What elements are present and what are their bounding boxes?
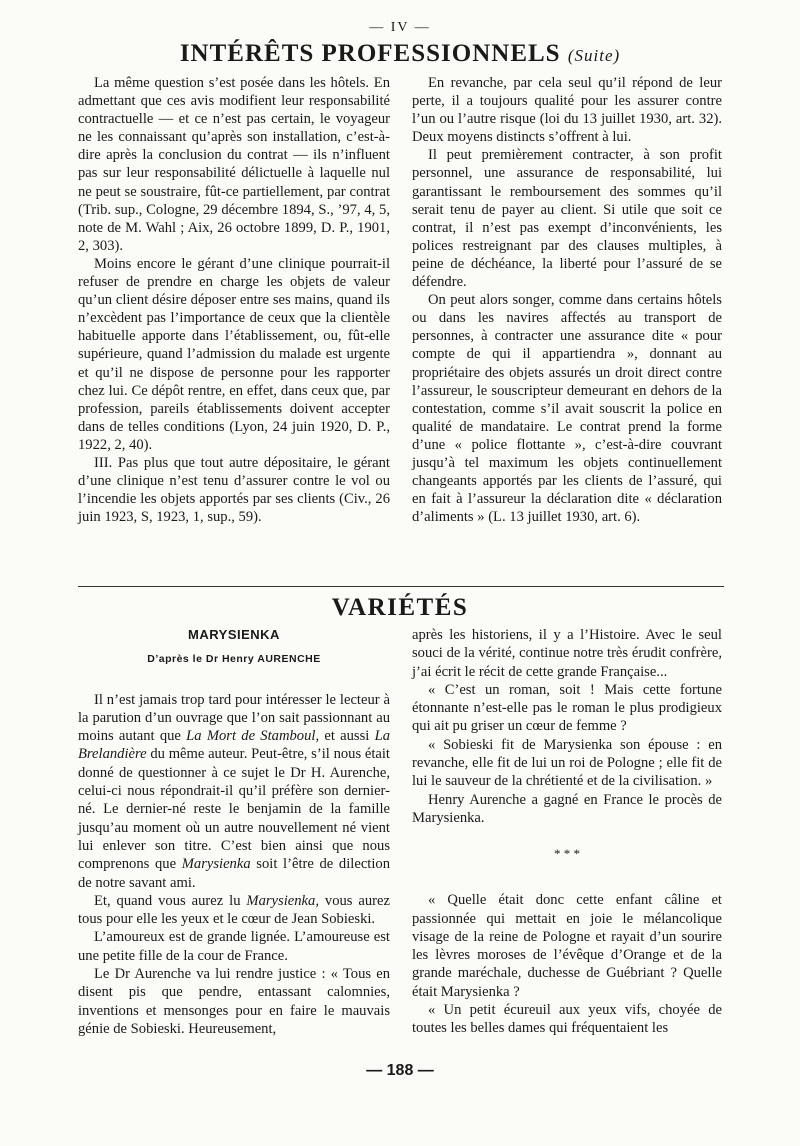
paragraph: « Un petit écureuil aux yeux vifs, choyée de toutes les belles dames qui fréquentaient les (412, 1002, 722, 1037)
paragraph: Il n’est jamais trop tard pour intéresser le lecteur à la parution d’un ouvrage que l’on sait passionnant au moins autant que La Mort de Stamboul, et aussi La Brelandière du même auteur. Peut-être, s’il nous était donné de questionner à ce sujet le Dr H. Aurenche, celui-ci nous répondrait-il qu’il préfère son dernier-né. Le dernier-né reste le benjamin de la famille jusqu’au moment où un autre nouvellement né vient lui enlever son titre. C’est bien ainsi que nous comprenons que Marysienka soit l’être de dilection de notre savant ami. (78, 691, 390, 891)
paragraph: « Quelle était donc cette enfant câline et passionnée qui mettait en joie le mélancolique visage de la reine de Pologne et rayait d’un sourire les lèvres moroses de l’évêque d’Orange et de la grande maréchale, duchesse de Guébriant ? Quelle était Marysienka ? (412, 892, 722, 1000)
asterism-divider: * * * (554, 846, 580, 862)
page-header-numeral: — IV — (369, 20, 431, 35)
article-byline: D’après le Dr Henry AURENCHE (147, 653, 321, 666)
paragraph: La même question s’est posée dans les hôtels. En admettant que ces avis modifient leur responsabilité contractuelle — et ce n’est pas certain, le voyageur ne les connaissant qu’après son installation, c’est-à-dire après la conclusion du contrat — ils n’influent pas sur leur responsabilité délictuelle à laquelle nul ne peut se soustraire, fût-ce partiellement, par contrat (Trib. sup., Cologne, 29 décembre 1894, S., ’97, 4, 5, note de M. Wahl ; Aix, 26 octobre 1899, D. P., 1901, 2, 303). (78, 75, 390, 254)
column-right-top (412, 74, 722, 526)
paragraph: Moins encore le gérant d’une clinique pourrait-il refuser de prendre en charge les objets de valeur qu’un client désire déposer entre ses mains, quand ils n’excèdent pas l’importance de ceux que la clientèle habituelle apporte dans l’établissement, ou, fût-elle supérieure, quand l’admission du malade est urgente et qu’il ne dispose de personne pour les rapporter chez lui. Ce dépôt rentre, en effet, dans ceux que, par profession, pareils établissements doivent accepter dans de telles conditions (Lyon, 24 juin 1920, D. P., 1922, 2, 40). (78, 255, 390, 453)
paragraph: III. Pas plus que tout autre dépositaire, le gérant d’une clinique n’est tenu d’assurer contre le vol ou l’incendie les objets apportés par ses clients (Civ., 26 juin 1923, S, 1923, 1, sup., 59). (78, 454, 390, 526)
section-title-interets (0, 40, 800, 68)
column-right-bottom (412, 626, 722, 1038)
paragraph: « Sobieski fit de Marysienka son épouse : en revanche, elle fit de lui un roi de Pologne ; elle fit de lui le sauveur de la chrétienté et de la civilisation. » (412, 736, 722, 790)
book-title: Marysienka, (246, 892, 319, 909)
paragraph: après les historiens, il y a l’Histoire. Avec le seul souci de la vérité, continue notre très érudit confrère, j’ai écrit le récit de cette grande Française... (412, 627, 722, 680)
article-title: MARYSIENKA (188, 627, 280, 642)
paragraph: Il peut premièrement contracter, à son profit personnel, une assurance de responsabilité, lui garantissant le remboursement des sommes qu’il serait tenu de payer au client. Si utile que soit ce contrat, il n’est pas exempt d’inconvénients, les polices restreignant par des clauses multiples, à peine de déchéance, la liberté pour l’assuré de se défendre. (412, 147, 722, 291)
paragraph: « C’est un roman, soit ! Mais cette fortune étonnante n’est-elle pas le roman le plus prodigieux qui ait pu griser un cœur de femme ? (412, 681, 722, 735)
section-title-varietes: VARIÉTÉS (331, 594, 469, 621)
section-divider (78, 586, 724, 587)
book-title: Marysienka (181, 856, 251, 873)
page-number: — 188 — (366, 1062, 434, 1079)
section-title-suite: (Suite) (567, 46, 621, 65)
book-title: La Brelandière (78, 728, 390, 763)
book-title: La Mort de Stamboul (186, 728, 316, 745)
paragraph: On peut alors songer, comme dans certains hôtels ou dans les navires affectés au transport de personnes, à contracter une assurance dite « pour compte de qui il appartiendra », donnant au propriétaire des objets assurés un droit direct contre l’assureur, le souscripteur demeurant en dehors de la contestation, comme s’il avait souscrit la police en qualité de mandataire. Le contrat prend la forme d’une « police flottante », c’est-à-dire couvrant jusqu’à tel maximum les objets continuellement changeants apportés par les clients de l’assuré, qui en fait à l’assureur la déclaration dite « déclaration d’aliments » (L. 13 juillet 1930, art. 6). (412, 292, 722, 526)
section-title-text: INTÉRÊTS PROFESSIONNELS (179, 40, 561, 67)
paragraph: Le Dr Aurenche va lui rendre justice : « Tous en disent pis que pendre, entassant calomnies, inventions et mensonges pour en faire le mauvais génie de Sobieski. Heureusement, (78, 966, 390, 1037)
column-left-top (78, 74, 390, 526)
paragraph: En revanche, par cela seul qu’il répond de leur perte, il a toujours qualité pour les assurer contre l’un ou l’autre risque (loi du 13 juillet 1930, art. 32). Deux moyens distincts s’offrent à lui. (412, 75, 722, 146)
column-left-bottom (78, 626, 390, 1038)
paragraph: L’amoureux est de grande lignée. L’amoureuse est une petite fille de la cour de France. (78, 929, 390, 964)
paragraph: Henry Aurenche a gagné en France le procès de Marysienka. (412, 791, 722, 826)
paragraph: Et, quand vous aurez lu Marysienka, vous aurez tous pour elle les yeux et le cœur de Jean Sobieski. (78, 892, 390, 928)
